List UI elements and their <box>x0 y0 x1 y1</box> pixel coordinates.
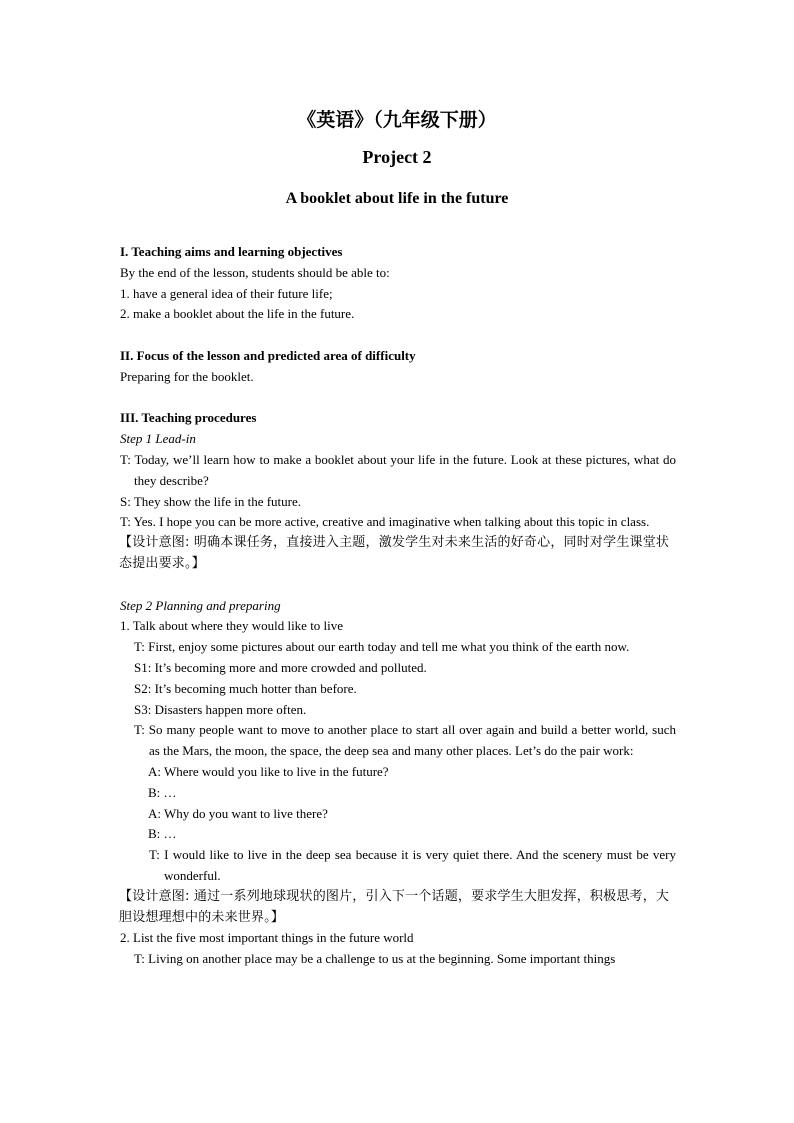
list-item: 2. make a booklet about the life in the future. <box>120 306 355 322</box>
paragraph: By the end of the lesson, students should be able to: <box>120 264 390 280</box>
task-title: 2. List the five most important things in the future world <box>120 930 414 946</box>
pair-work-line: A: Where would you like to live in the future? <box>148 763 389 779</box>
book-title: 《英语》（九年级下册） <box>297 110 497 131</box>
dialogue-line: T: Living on another place may be a challenge to us at the beginning. Some important things <box>134 951 616 967</box>
dialogue-line: T: I would like to live in the deep sea because it is very quiet there. And the scenery must be very wonderful. <box>149 847 676 883</box>
design-note: 【设计意图: 通过一系列地球现状的图片，引入下一个话题，要求学生大胆发挥，积极思考，大胆设想理想中的未来世界。】 <box>119 888 670 925</box>
step-title: Step 1 Lead-in <box>120 431 196 447</box>
paragraph: Preparing for the booklet. <box>120 368 254 384</box>
pair-work-line: B: … <box>148 826 177 842</box>
project-title: Project 2 <box>362 147 432 167</box>
section-heading: II. Focus of the lesson and predicted area of difficulty <box>120 347 416 363</box>
dialogue-line: T: First, enjoy some pictures about our earth today and tell me what you think of the earth now. <box>134 639 630 655</box>
dialogue-line: S1: It’s becoming more and more crowded and polluted. <box>134 659 427 675</box>
list-item: 1. have a general idea of their future life; <box>120 285 333 301</box>
dialogue-line: T: Yes. I hope you can be more active, creative and imaginative when talking about this topic in class. <box>120 514 650 530</box>
dialogue-line: S2: It’s becoming much hotter than before. <box>134 680 357 696</box>
task-title: 1. Talk about where they would like to live <box>120 618 344 634</box>
pair-work-line: A: Why do you want to live there? <box>148 805 328 821</box>
lesson-body <box>120 242 676 970</box>
topic-title: A booklet about life in the future <box>285 190 509 207</box>
design-note: 【设计意图: 明确本课任务，直接进入主题，激发学生对未来生活的好奇心，同时对学生课堂状态提出要求。】 <box>119 535 670 571</box>
pair-work-line: B: … <box>148 784 177 800</box>
dialogue-line: S: They show the life in the future. <box>120 493 302 509</box>
step-title: Step 2 Planning and preparing <box>120 597 281 613</box>
section-heading: I. Teaching aims and learning objectives <box>120 244 343 259</box>
dialogue-line: S3: Disasters happen more often. <box>134 701 307 717</box>
dialogue-line: T: So many people want to move to another place to start all over again and build a better world, such as the Mars, the moon, the space, the deep sea and many other places. Let’s do the pair work: <box>134 722 676 759</box>
dialogue-line: T: Today, we’ll learn how to make a booklet about your life in the future. Look at these pictures, what do they describe? <box>120 451 676 488</box>
section-heading: III. Teaching procedures <box>120 410 257 426</box>
